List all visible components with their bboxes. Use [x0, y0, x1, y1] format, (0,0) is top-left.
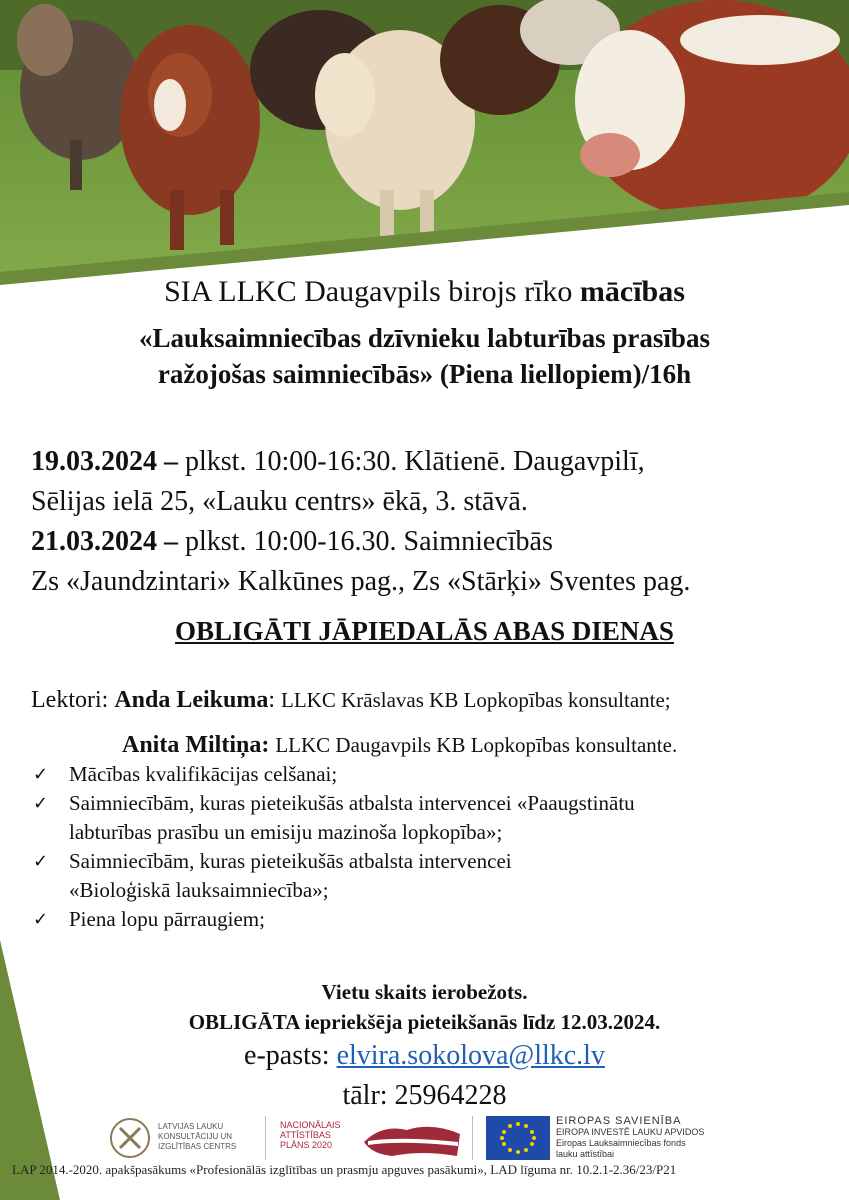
mandatory-notice: OBLIGĀTI JĀPIEDALĀS ABAS DIENAS — [175, 616, 674, 646]
nap-logo-text: NACIONĀLAIS ATTĪSTĪBAS PLĀNS 2020 — [280, 1120, 341, 1150]
organizer-heading: SIA LLKC Daugavpils birojs rīko mācības — [164, 275, 685, 308]
check-icon: ✓ — [33, 793, 49, 814]
registration-deadline: OBLIGĀTA iepriekšēja pieteikšanās līdz 12.03.2024. — [188, 1010, 661, 1034]
course-title: «Lauksaimniecības dzīvnieku labturības prasības ražojošas saimniecībās» (Piena liellopiem)/16h — [139, 323, 710, 389]
sponsor-logos — [100, 1114, 840, 1162]
llkc-logo-icon — [110, 1118, 150, 1158]
llkc-logo-text: LATVIJAS LAUKU KONSULTĀCIJU UN IZGLĪTĪBAS CENTRS — [158, 1122, 237, 1151]
divider — [265, 1116, 266, 1160]
divider — [472, 1116, 473, 1160]
list-item: ✓ Saimniecībām, kuras pieteikušās atbalsta intervencei «Paaugstinātu labturības prasību un emisiju mazinoša lopkopība»; — [33, 791, 635, 844]
email-line: e-pasts: elvira.sokolova@llkc.lv — [244, 1040, 605, 1071]
eu-logo-text: EIROPAS SAVIENĪBA EIROPA INVESTĒ LAUKU APVIDOS Eiropas Lauksaimniecības fonds lauku attīstībai — [556, 1115, 705, 1159]
header-wedge — [0, 0, 849, 300]
check-icon: ✓ — [33, 851, 49, 872]
email-link[interactable]: elvira.sokolova@llkc.lv — [336, 1040, 605, 1071]
eu-flag-icon — [486, 1116, 550, 1160]
target-audience-list — [33, 760, 813, 934]
lecturer-1: Lektori: Anda Leikuma: LLKC Krāslavas KB Lopkopības konsultante; — [31, 687, 671, 713]
list-item: ✓ Saimniecībām, kuras pieteikušās atbalsta intervencei «Bioloģiskā lauksaimniecība»; — [33, 849, 512, 902]
list-item: ✓ Piena lopu pārraugiem; — [33, 905, 813, 934]
funding-footnote: LAP 2014.-2020. apakšpasākums «Profesionālās izglītības un prasmju apguves pasākumi», LAD līguma nr. 10.2.1-2.36/23/P21 — [12, 1162, 677, 1177]
check-icon: ✓ — [33, 909, 49, 930]
latvia-map-icon — [362, 1122, 462, 1158]
lecturer-2: Anita Miltiņa: LLKC Daugavpils KB Lopkopības konsultante. — [122, 732, 678, 758]
list-item: ✓ Mācības kvalifikācijas celšanai; — [33, 760, 813, 789]
phone-number: 25964228 — [394, 1080, 507, 1111]
check-icon: ✓ — [33, 764, 49, 785]
schedule-day-1: 19.03.2024 – plkst. 10:00-16:30. Klātienē. Daugavpilī, Sēlijas ielā 25, «Lauku centrs» ēkā, 3. stāvā. — [31, 446, 645, 517]
seats-limited: Vietu skaits ierobežots. — [321, 980, 528, 1004]
schedule-day-2: 21.03.2024 – plkst. 10:00-16.30. Saimniecībās Zs «Jaundzintari» Kalkūnes pag., Zs «Stārķi» Sventes pag. — [31, 526, 691, 597]
phone-line: tālr: 25964228 — [342, 1080, 507, 1111]
